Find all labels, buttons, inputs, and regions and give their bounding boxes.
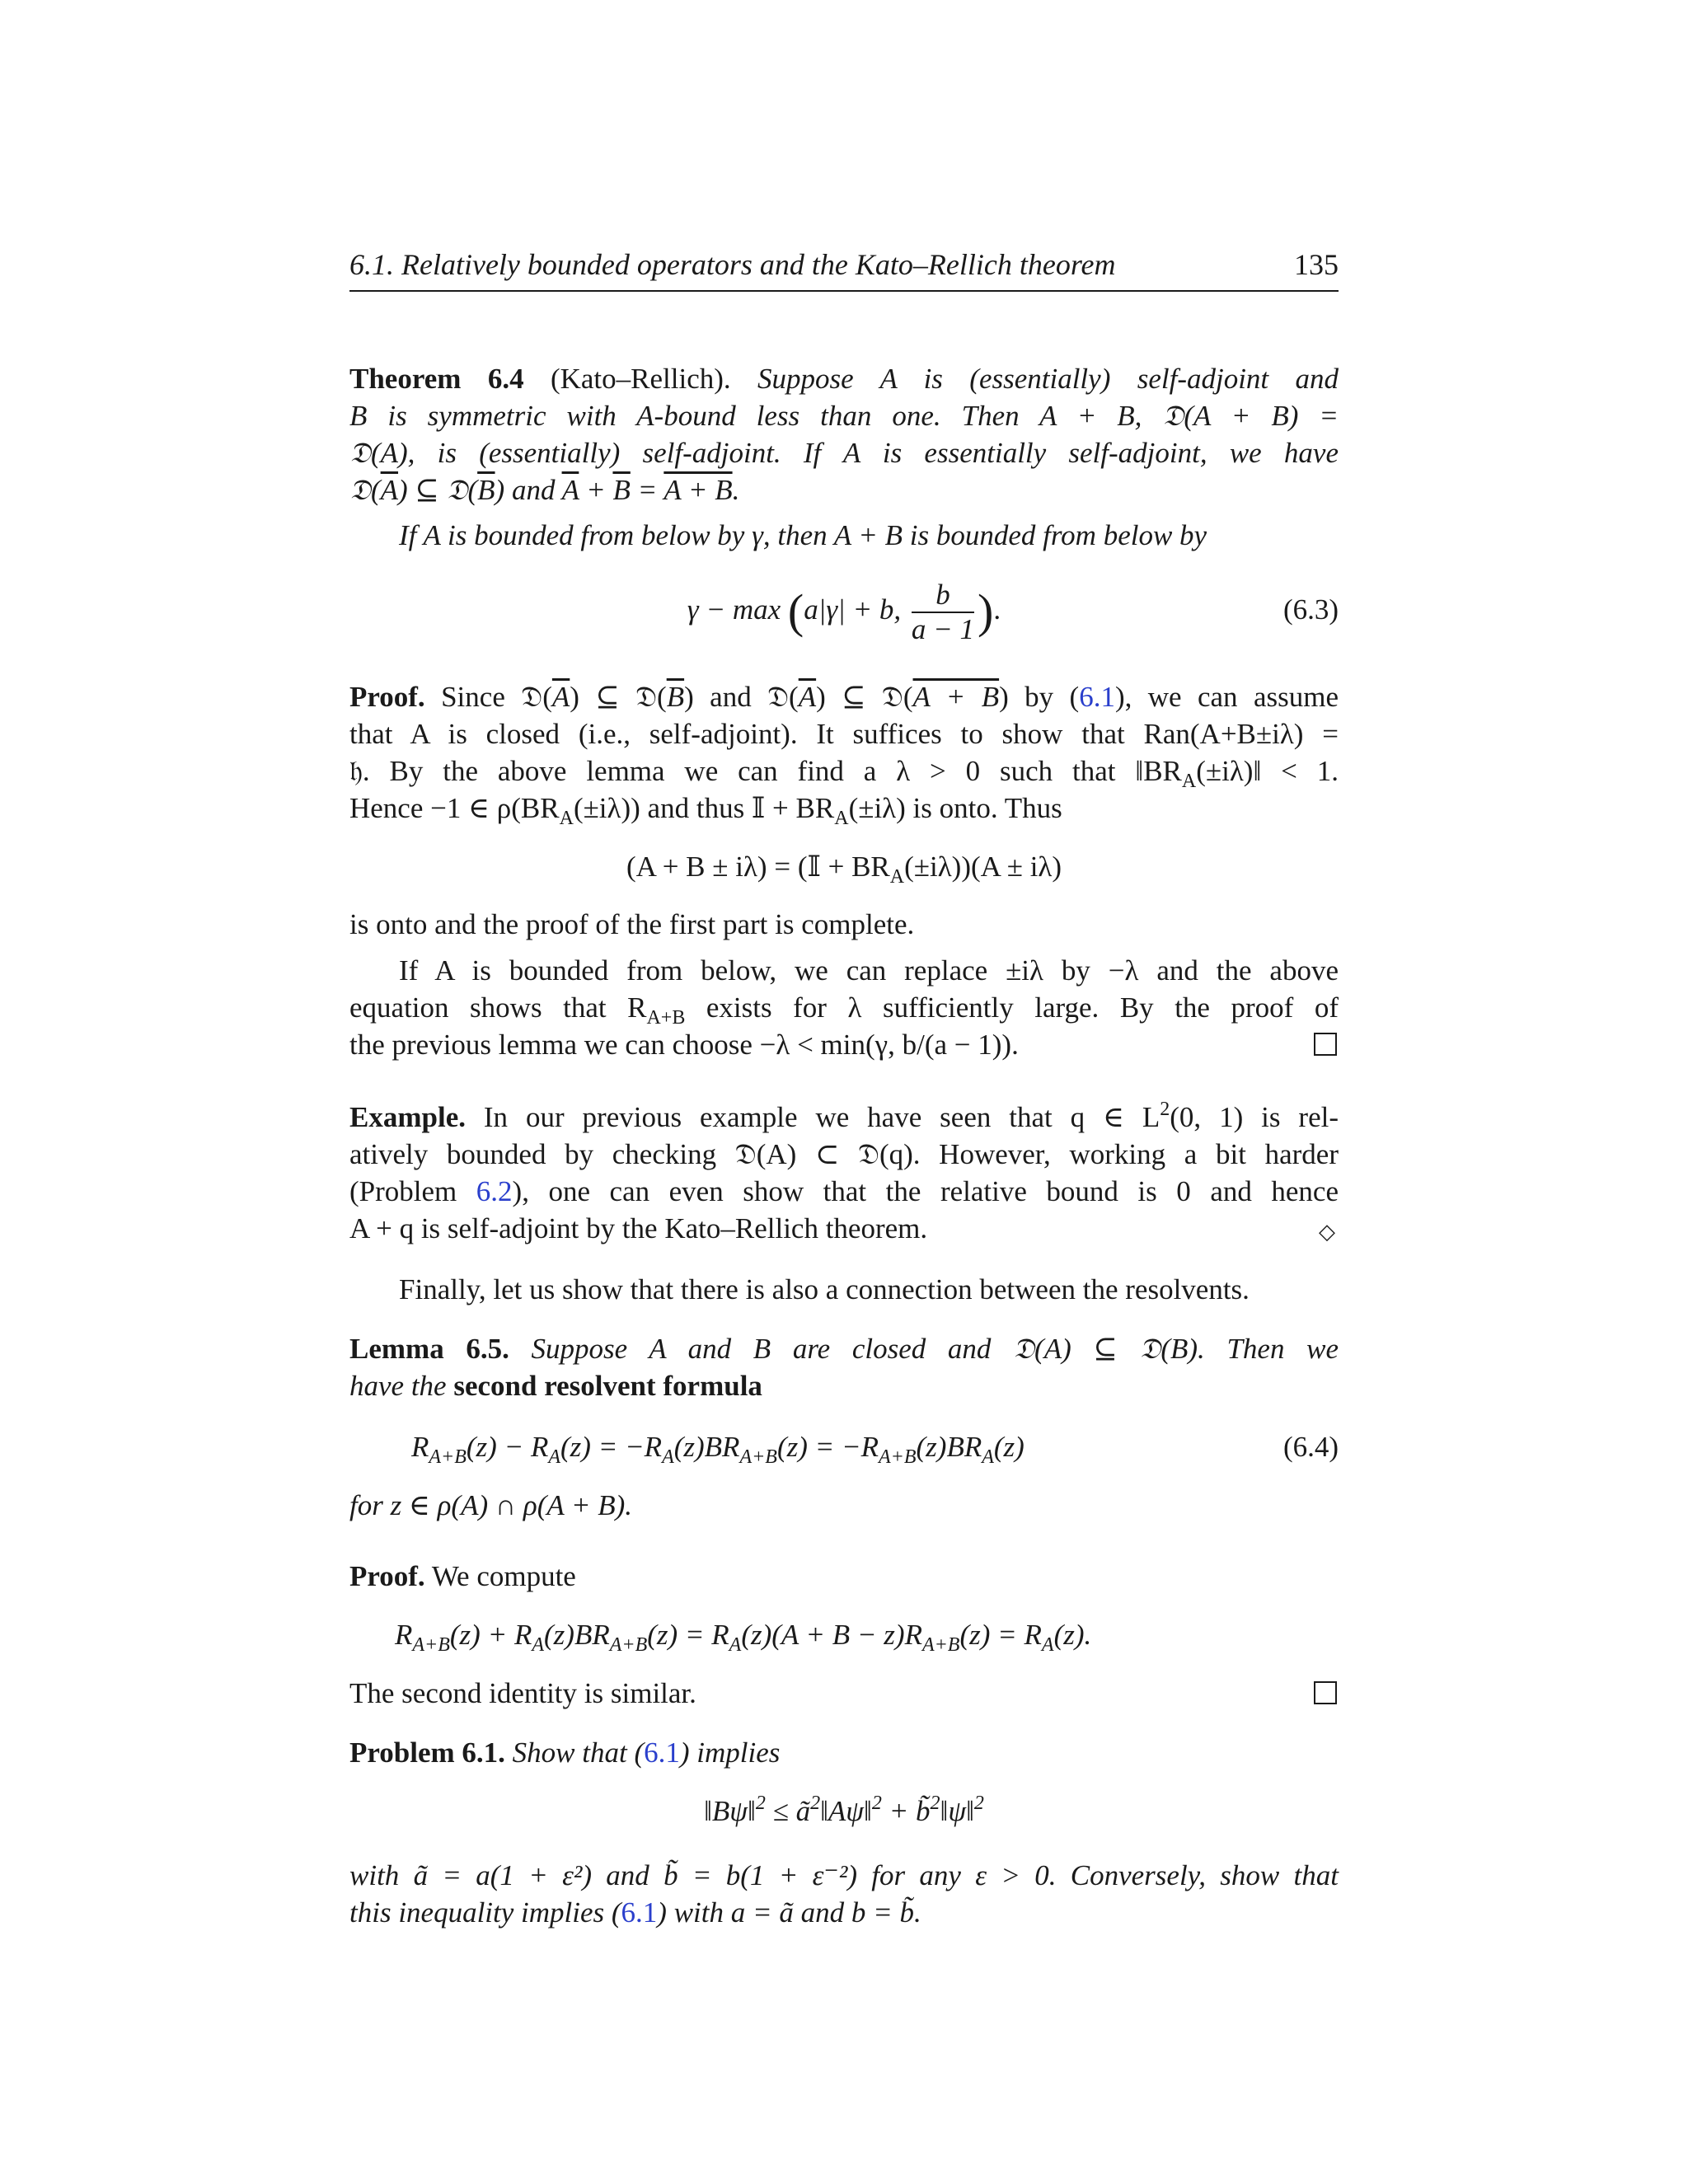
proof1-label: Proof.: [349, 681, 425, 713]
eq-6-3-lhs: γ − max: [687, 593, 781, 626]
eq-6-3-fraction: [912, 579, 974, 646]
ref-6-2[interactable]: 6.2: [476, 1175, 513, 1207]
lemma-line-1: Lemma 6.5. Suppose A and B are closed and 𝔇(A) ⊆ 𝔇(B). Then we: [349, 1333, 1339, 1365]
second-resolvent-formula: second resolvent formula: [453, 1370, 762, 1402]
ref-6-1-problem-2[interactable]: 6.1: [621, 1896, 658, 1929]
eq-6-3-denominator: a − 1: [911, 612, 974, 645]
problem-line-1: Problem 6.1. Show that (6.1) implies: [349, 1736, 781, 1769]
eq-number-6-4: (6.4): [1282, 1431, 1339, 1463]
theorem-text-1: Suppose A is (essentially) self-adjoint and: [757, 363, 1339, 395]
eq-6-3-numerator: b: [912, 579, 974, 613]
ref-6-1-problem[interactable]: 6.1: [644, 1736, 680, 1769]
proof2-label: Proof.: [349, 1560, 425, 1592]
theorem-line-4: $𝔇(\overline{A})$ ⊆ $𝔇(\overline{B})$ and $\overline{A} + \overline{B} = A + B$.: [349, 474, 740, 506]
running-title: 6.1. Relatively bounded operators and the Kato–Rellich theorem: [349, 248, 1116, 281]
problem-line-2: with ã = a(1 + ε²) and b̃ = b(1 + ε⁻²) for any ε > 0. Conversely, show that: [349, 1859, 1339, 1891]
lemma-line-2: have the second resolvent formula: [349, 1370, 762, 1402]
example-label: Example.: [349, 1101, 466, 1133]
running-header: [349, 247, 1339, 292]
proof1-line-2: that A is closed (i.e., self-adjoint). It suffices to show that Ran(A+B±iλ) =: [349, 718, 1339, 750]
lemma-line-3: for z ∈ ρ(A) ∩ ρ(A + B).: [349, 1489, 632, 1521]
problem-equation: ‖Bψ‖$^2$ ≤ $ã^2‖A\psi‖^2$ + b̃$^2$‖ψ‖$^2$: [704, 1793, 984, 1827]
end-example-symbol: ◇: [1319, 1220, 1335, 1244]
theorem-line-5: If A is bounded from below by γ, then A + B is bounded from below by: [399, 519, 1207, 551]
eq-number-6-3: (6.3): [1282, 593, 1339, 626]
proof2-equation: $R_{A+B}(z) + R_A(z)BR_{A+B}(z) = R_A(z)(A + B - z)R_{A+B}(z) = R_A(z)$.: [395, 1619, 1092, 1656]
theorem-label: Theorem 6.4: [349, 363, 524, 395]
qed-symbol-2: [1314, 1681, 1337, 1704]
ref-6-1[interactable]: 6.1: [1079, 681, 1115, 713]
eq-6-3-args: a|γ| + b,: [804, 593, 902, 626]
equation-6-3: γ − max (a|γ| + b, $\frac{b}{a - 1}$ ).: [687, 578, 1001, 645]
proof1-line-8: the previous lemma we can choose −λ < min(γ, b/(a − 1)).: [349, 1029, 1019, 1061]
example-line-4: A + q is self-adjoint by the Kato–Rellich theorem.: [349, 1212, 928, 1244]
lemma-label: Lemma 6.5.: [349, 1333, 509, 1365]
transition-paragraph: Finally, let us show that there is also a connection between the resolvents.: [399, 1273, 1250, 1305]
proof1-line-5: is onto and the proof of the first part is complete.: [349, 908, 915, 940]
example-line-2: atively bounded by checking 𝔇(A) ⊂ 𝔇(q). However, working a bit harder: [349, 1138, 1339, 1170]
page-number: 135: [1294, 248, 1339, 281]
proof1-equation: (A + B ± iλ) = (𝕀 + $BR_A(\pm i\lambda))(A \pm i\lambda)$: [626, 851, 1062, 888]
theorem-line-1: [349, 361, 1339, 397]
theorem-line-2: B is symmetric with A-bound less than one. Then A + B, 𝔇(A + B) =: [349, 400, 1339, 432]
qed-symbol: [1314, 1033, 1337, 1056]
proof1-line-1: Proof. Since $𝔇(\overline{A})$ ⊆ $𝔇(\overline{B})$ and $𝔇(\overline{A})$ ⊆ 𝔇(A + B) by (6.1), we can assume: [349, 681, 1339, 713]
proof1-line-7: equation shows that $R_{A+B}$ exists for λ sufficiently large. By the proof of: [349, 991, 1339, 1029]
theorem-line-3: 𝔇(A), is (essentially) self-adjoint. If A is essentially self-adjoint, we have: [349, 437, 1339, 469]
problem-label: Problem 6.1.: [349, 1736, 505, 1769]
example-line-1: Example. In our previous example we have seen that q ∈ $L^2(0$, 1) is rel-: [349, 1099, 1339, 1133]
problem-line-3: this inequality implies (6.1) with a = ã and b = b̃.: [349, 1896, 921, 1929]
proof2-line-2: The second identity is similar.: [349, 1677, 696, 1709]
proof1-line-3: 𝔥. By the above lemma we can find a λ > 0 such that $‖BR_A(\pm i\lambda)‖ < 1$.: [349, 755, 1339, 792]
proof1-line-6: If A is bounded from below, we can replace ±iλ by −λ and the above: [399, 954, 1339, 987]
proof1-line-4: Hence −1 ∈ $\rho(BR_A(\pm i\lambda))$ and thus 𝕀 + $BR_A(\pm i\lambda)$ is onto. Thus: [349, 792, 1062, 829]
proof2-line-1: Proof. We compute: [349, 1560, 576, 1592]
example-line-3: (Problem 6.2), one can even show that the relative bound is 0 and hence: [349, 1175, 1339, 1207]
theorem-and: and: [511, 474, 556, 506]
theorem-name: (Kato–Rellich).: [550, 363, 731, 395]
equation-6-4: $R_{A+B}(z) - R_A(z) = -R_A(z)BR_{A+B}(z) = -R_{A+B}(z)BR_A(z)$: [411, 1431, 1025, 1468]
